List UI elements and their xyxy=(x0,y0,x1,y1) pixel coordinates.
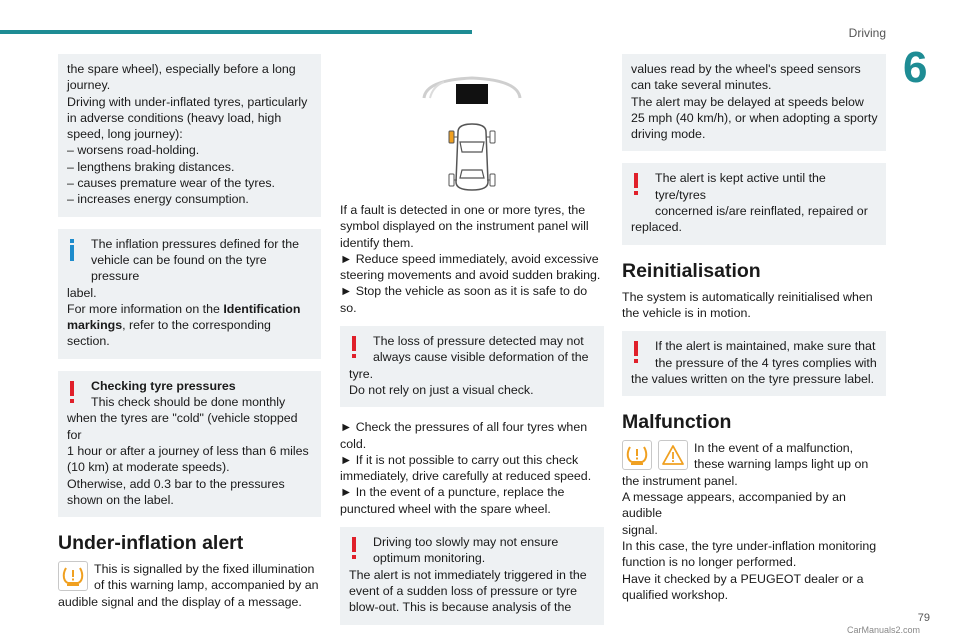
text-line: the instrument panel. xyxy=(622,473,738,488)
text-line: event of a sudden loss of pressure or tyre xyxy=(349,583,577,598)
text-line: label. xyxy=(67,285,97,300)
text-line: – worsens road-holding. xyxy=(67,143,200,158)
text-line: In the event of a malfunction, xyxy=(694,441,854,456)
text-line: immediately, drive carefully at reduced speed. xyxy=(340,469,592,484)
text-line: tyre. xyxy=(349,366,374,381)
text-line: This check should be done monthly xyxy=(91,395,286,410)
heading-underinflation-alert: Under-inflation alert xyxy=(58,532,244,555)
text-line: ► Stop the vehicle as soon as it is safe to do xyxy=(340,284,588,299)
text-line: cold. xyxy=(340,436,367,451)
watermark: CarManuals2.com xyxy=(846,625,920,635)
column-1 xyxy=(58,54,321,610)
heading-malfunction: Malfunction xyxy=(622,411,732,434)
text-line: The alert is kept active until the tyre/tyres xyxy=(655,171,826,202)
text-line: Otherwise, add 0.3 bar to the pressures xyxy=(67,476,285,491)
text-line: The inflation pressures defined for the xyxy=(91,236,300,251)
text-line: – increases energy consumption. xyxy=(67,192,249,207)
instrument-panel-tyre-diagram xyxy=(340,70,604,208)
text-line: of this warning lamp, accompanied by an xyxy=(94,578,319,593)
text-line: when the tyres are "cold" (vehicle stopped for xyxy=(67,411,298,442)
text-line: qualified workshop. xyxy=(622,587,729,602)
column-3 xyxy=(622,54,886,603)
text-line: the values written on the tyre pressure label. xyxy=(631,371,875,386)
text-line: replaced. xyxy=(631,220,682,235)
warning-box-driving-slowly xyxy=(340,527,604,624)
text-line: optimum monitoring. xyxy=(373,551,486,566)
warning-exclamation-icon xyxy=(350,336,358,358)
text-line: For more information on the xyxy=(67,301,224,316)
text-line: (10 km) at moderate speeds). xyxy=(67,460,230,475)
text-line: If a fault is detected in one or more tyres, the xyxy=(340,203,586,217)
malfunction-text xyxy=(622,473,886,603)
text-line: The alert may be delayed at speeds below xyxy=(631,94,864,109)
text-line: identify them. xyxy=(340,235,414,250)
text-line: ► If it is not possible to carry out this check xyxy=(340,452,579,467)
text-line: vehicle can be found on the tyre pressure xyxy=(91,252,267,284)
warning-box-loss-of-pressure xyxy=(340,326,604,407)
column-2 xyxy=(340,70,604,637)
car-top-view-illustration xyxy=(340,70,604,194)
warning-exclamation-icon xyxy=(350,537,358,559)
text-line: Do not rely on just a visual check. xyxy=(349,382,534,397)
bold-link-text: Identification xyxy=(223,301,301,316)
heading-reinitialisation: Reinitialisation xyxy=(622,259,761,282)
text-line: 25 mph (40 km/h), or when adopting a sporty xyxy=(631,110,878,125)
tyre-pressure-warning-icon xyxy=(622,440,652,470)
warning-triangle-icon xyxy=(658,440,688,470)
note-box-underinflation xyxy=(58,54,321,217)
text-line: symbol displayed on the instrument panel will xyxy=(340,219,589,234)
check-instructions xyxy=(340,419,604,517)
chapter-number: 6 xyxy=(903,43,928,92)
text-line: blow-out. This is because analysis of the xyxy=(349,600,572,615)
text-line: Have it checked by a PEUGEOT dealer or a xyxy=(622,571,864,586)
fault-instructions xyxy=(340,202,604,316)
text-line: The loss of pressure detected may not xyxy=(373,334,584,349)
text-line: ► Reduce speed immediately, avoid excessive xyxy=(340,251,599,266)
text-line: in adverse conditions (heavy load, high xyxy=(67,110,282,125)
text-line: can take several minutes. xyxy=(631,78,772,93)
text-line: punctured wheel with the spare wheel. xyxy=(340,501,551,516)
bold-link-text: markings xyxy=(67,318,123,333)
text-line: , refer to the corresponding section. xyxy=(67,318,271,349)
section-title: Driving xyxy=(848,26,886,40)
warning-exclamation-icon xyxy=(632,173,640,195)
header-accent-bar xyxy=(0,30,472,34)
text-line: The alert is not immediately triggered in the xyxy=(349,567,587,582)
text-line: audible signal and the display of a message. xyxy=(58,594,302,609)
text-line: the vehicle is in motion. xyxy=(622,305,751,320)
warning-exclamation-icon xyxy=(68,381,76,403)
page-number: 79 xyxy=(917,612,930,624)
text-line: – causes premature wear of the tyres. xyxy=(67,176,275,191)
text-line: The system is automatically reinitialised when xyxy=(622,289,873,304)
text-line: values read by the wheel's speed sensors xyxy=(631,62,861,76)
warning-exclamation-icon xyxy=(632,341,640,363)
text-line: shown on the label. xyxy=(67,492,174,507)
lamp-description xyxy=(58,561,321,594)
text-line: Driving with under-inflated tyres, particularly xyxy=(67,94,308,109)
text-line: the pressure of the 4 tyres complies with xyxy=(655,355,877,370)
info-icon xyxy=(68,239,76,261)
text-line: This is signalled by the fixed illumination xyxy=(94,562,315,577)
info-box-pressures xyxy=(58,229,321,359)
malfunction-lamps xyxy=(622,440,886,473)
warning-box-alert-active xyxy=(622,163,886,244)
text-line: speed, long journey): xyxy=(67,127,183,142)
text-line: always cause visible deformation of the xyxy=(373,350,589,365)
warning-box-alert-maintained xyxy=(622,331,886,396)
note-box-speed-sensors xyxy=(622,54,886,151)
text-line: – lengthens braking distances. xyxy=(67,159,235,174)
warning-box-checking-pressures xyxy=(58,371,321,517)
text-line: these warning lamps light up on xyxy=(694,457,869,472)
text-line: In this case, the tyre under-inflation monitoring xyxy=(622,538,877,553)
text-line: journey. xyxy=(67,78,111,93)
text-line: signal. xyxy=(622,522,658,537)
text-line: the spare wheel), especially before a long xyxy=(67,62,296,76)
reinitialisation-text xyxy=(622,289,886,322)
text-line: ► In the event of a puncture, replace the xyxy=(340,485,565,500)
tyre-pressure-warning-icon xyxy=(58,561,88,591)
text-line: so. xyxy=(340,300,357,315)
box-title: Checking tyre pressures xyxy=(91,378,236,393)
text-line: driving mode. xyxy=(631,127,706,142)
text-line: function is no longer performed. xyxy=(622,555,797,570)
text-line: concerned is/are reinflated, repaired or xyxy=(655,204,868,219)
text-line: A message appears, accompanied by an audible xyxy=(622,490,846,521)
text-line: ► Check the pressures of all four tyres when xyxy=(340,420,588,435)
text-line: steering movements and avoid sudden braking. xyxy=(340,268,601,283)
text-line: Driving too slowly may not ensure xyxy=(373,535,559,550)
text-line: If the alert is maintained, make sure that xyxy=(655,339,876,354)
text-line: 1 hour or after a journey of less than 6 miles xyxy=(67,443,309,458)
